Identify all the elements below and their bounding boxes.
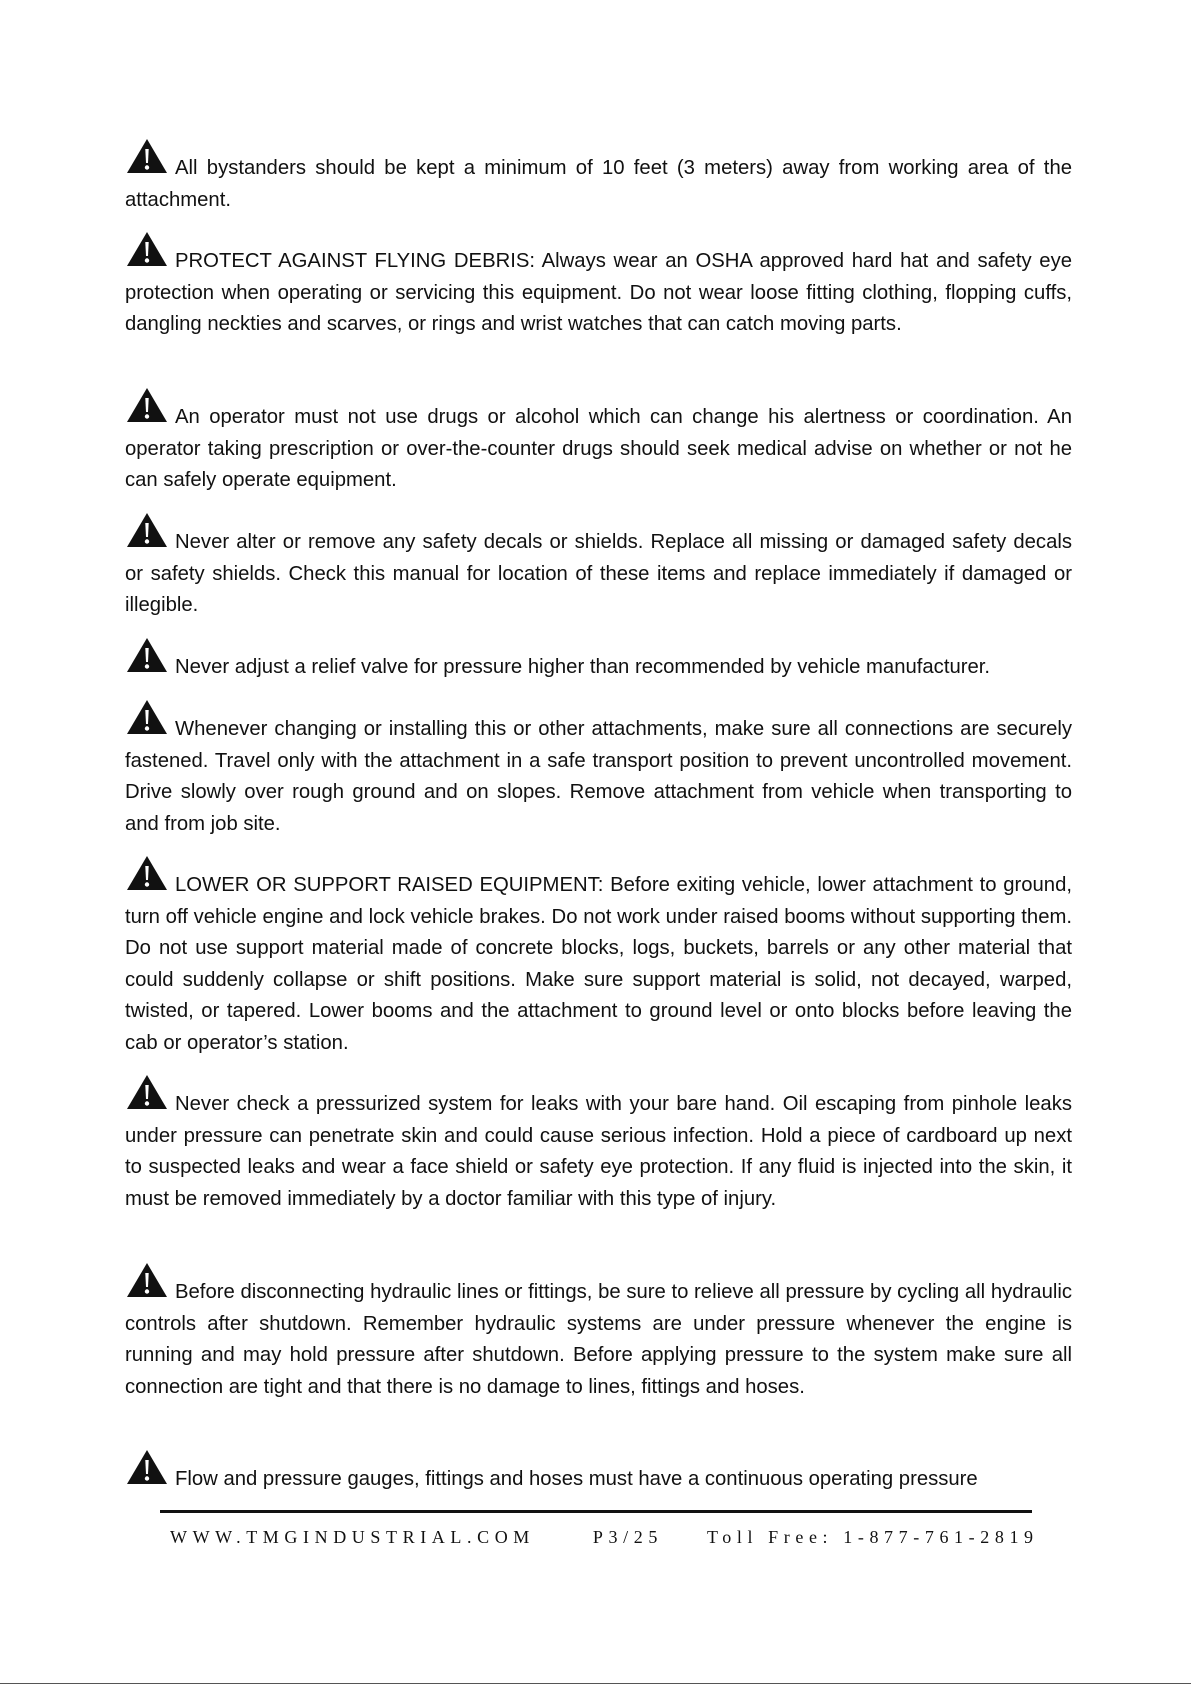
warning-triangle-icon <box>125 386 169 424</box>
footer-phone: Toll Free: 1-877-761-2819 <box>706 1527 1039 1547</box>
paragraph-text: An operator must not use drugs or alcohol which can change his alertness or coordination. An operator taking prescription or over-the-counter drugs should seek medical advise on whether or not he can safely operate equipment. <box>125 406 1072 491</box>
warning-triangle-icon <box>125 854 169 892</box>
safety-paragraph <box>125 854 1072 1059</box>
paragraph-text: Never alter or remove any safety decals or shields. Replace all missing or damaged safety decals or safety shields. Check this manual for location of these items and replace immediately if damaged or illegible. <box>125 531 1072 616</box>
safety-paragraph <box>125 698 1072 840</box>
warning-triangle-icon <box>125 137 169 175</box>
paragraph-text: Never check a pressurized system for leaks with your bare hand. Oil escaping from pinhole leaks under pressure can penetrate skin and could cause serious infection. Hold a piece of cardboard up next to suspected leaks and wear a face shield or safety eye protection. If any fluid is injected into the skin, it must be removed immediately by a doctor familiar with this type of injury. <box>125 1093 1072 1210</box>
safety-paragraph <box>125 1261 1072 1403</box>
safety-paragraph <box>125 137 1072 216</box>
page-bottom-edge <box>0 1683 1191 1684</box>
paragraph-text: All bystanders should be kept a minimum of 10 feet (3 meters) away from working area of the attachment. <box>125 157 1072 211</box>
warning-triangle-icon <box>125 1073 169 1111</box>
page-footer <box>170 1527 1039 1548</box>
safety-paragraph <box>125 386 1072 497</box>
footer-divider <box>160 1510 1032 1513</box>
paragraph-text: Before disconnecting hydraulic lines or fittings, be sure to relieve all pressure by cycling all hydraulic controls after shutdown. Remember hydraulic systems are under pressure whenever the engine is running and may hold pressure after shutdown. Before applying pressure to the system make sure all connection are tight and that there is no damage to lines, fittings and hoses. <box>125 1281 1072 1398</box>
safety-paragraph <box>125 1073 1072 1215</box>
paragraph-text: Whenever changing or installing this or other attachments, make sure all connections are securely fastened. Travel only with the attachment in a safe transport position to prevent uncontrolled movement. Drive slowly over rough ground and on slopes. Remove attachment from vehicle when transporting to and from job site. <box>125 718 1072 835</box>
warning-triangle-icon <box>125 698 169 736</box>
safety-paragraph <box>125 636 1072 684</box>
warning-triangle-icon <box>125 1448 169 1486</box>
footer-page-number: P3/25 <box>592 1527 663 1547</box>
safety-paragraph <box>125 1448 1072 1496</box>
safety-paragraph <box>125 511 1072 622</box>
paragraph-text: Never adjust a relief valve for pressure higher than recommended by vehicle manufacturer. <box>175 656 991 678</box>
footer-website: WWW.TMGINDUSTRIAL.COM <box>170 1527 535 1547</box>
warning-triangle-icon <box>125 636 169 674</box>
warning-triangle-icon <box>125 1261 169 1299</box>
paragraph-text: PROTECT AGAINST FLYING DEBRIS: Always wear an OSHA approved hard hat and safety eye protection when operating or servicing this equipment. Do not wear loose fitting clothing, flopping cuffs, dangling neckties and scarves, or rings and wrist watches that can catch moving parts. <box>125 250 1072 335</box>
warning-triangle-icon <box>125 511 169 549</box>
paragraph-text: Flow and pressure gauges, fittings and hoses must have a continuous operating pressure <box>175 1468 978 1490</box>
paragraph-text: LOWER OR SUPPORT RAISED EQUIPMENT: Before exiting vehicle, lower attachment to ground, turn off vehicle engine and lock vehicle brakes. Do not work under raised booms without supporting them. Do not use support material made of concrete blocks, logs, buckets, barrels or any other material that could suddenly collapse or shift positions. Make sure support material is solid, not decayed, warped, twisted, or tapered. Lower booms and the attachment to ground level or onto blocks before leaving the cab or operator’s station. <box>125 874 1072 1054</box>
warning-triangle-icon <box>125 230 169 268</box>
safety-paragraph <box>125 230 1072 341</box>
